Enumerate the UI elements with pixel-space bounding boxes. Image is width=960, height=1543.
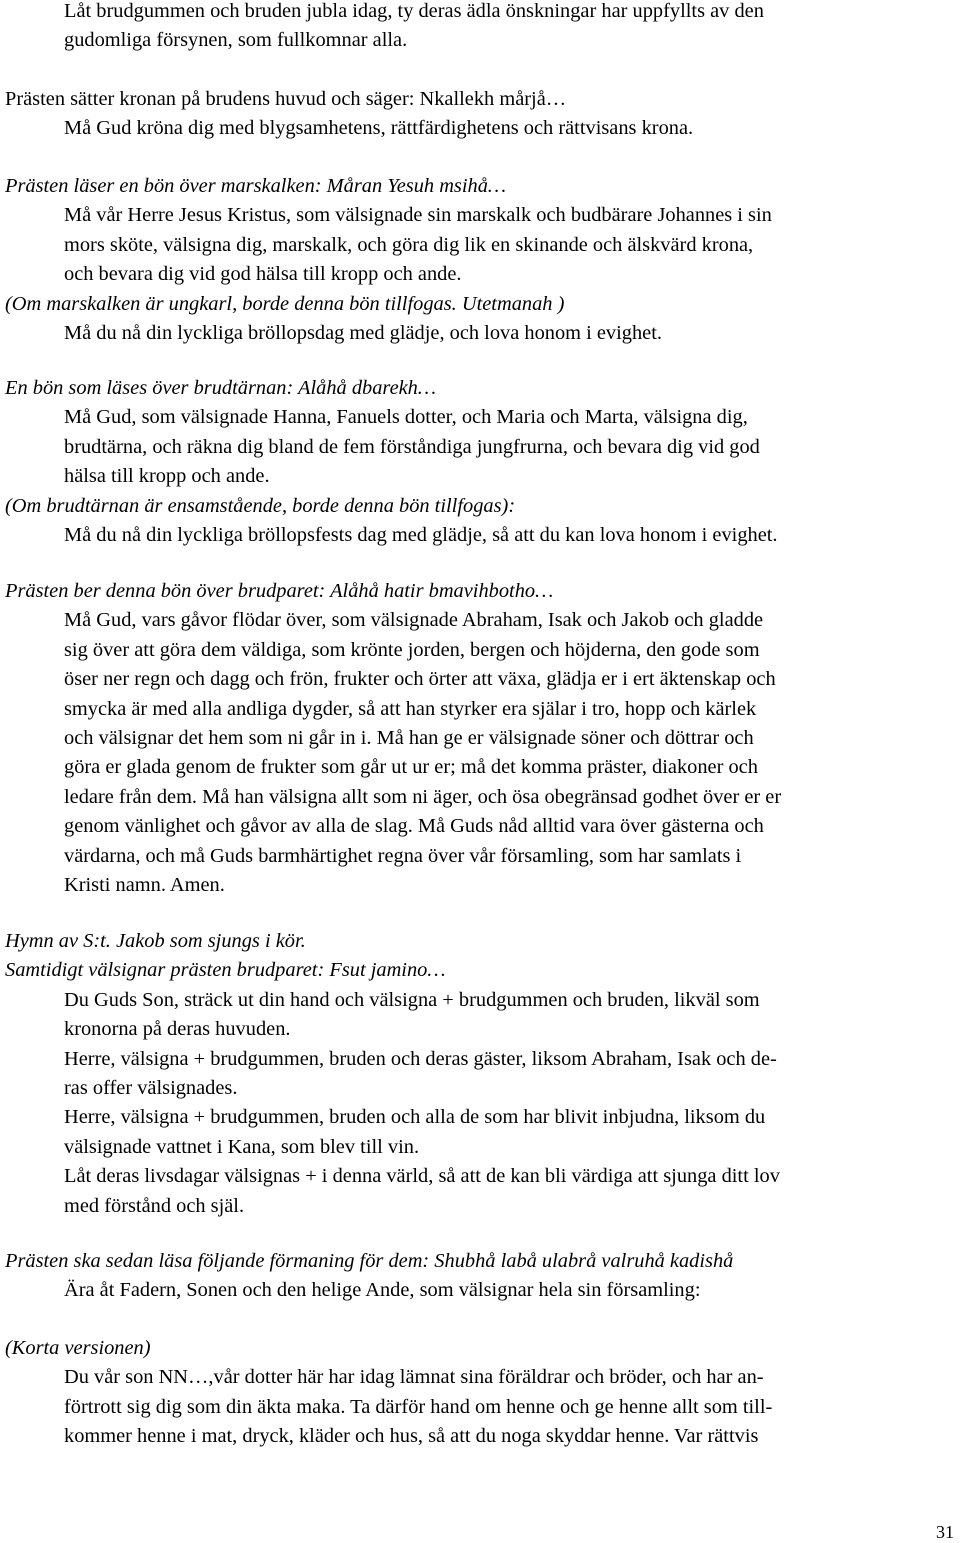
text-line: med förstånd och själ.: [64, 1194, 245, 1217]
page-number: 31: [936, 1522, 954, 1542]
text-line: Ära åt Fadern, Sonen och den helige Ande, som välsignar hela sin församling:: [64, 1279, 701, 1302]
rubric-line: Prästen ska sedan läsa följande förmaning för dem: Shubhå labå ulabrå valruhå kadishå: [5, 1250, 734, 1272]
rubric-line: (Om brudtärnan är ensamstående, borde denna bön tillfogas):: [5, 494, 516, 517]
text-line: Låt brudgummen och bruden jubla idag, ty deras ädla önskningar har uppfyllts av den: [64, 0, 764, 22]
text-line: göra er glada genom de frukter som går ut ur er; må det komma präster, diakoner och: [64, 756, 758, 779]
text-line: förtrott sig dig som din äkta maka. Ta därför hand om henne och ge henne allt som till-: [64, 1395, 773, 1418]
text-line: öser ner regn och dagg och frön, frukter och örter att växa, glädja er i ert äktenskap och: [64, 668, 776, 691]
text-line: Må du nå din lyckliga bröllopsdag med glädje, och lova honom i evighet.: [64, 322, 662, 345]
text-line: hälsa till kropp och ande.: [64, 465, 270, 488]
text-line: välsignade vattnet i Kana, som blev till vin.: [64, 1135, 420, 1158]
text-line: Må vår Herre Jesus Kristus, som välsignade sin marskalk och budbärare Johannes i sin: [64, 204, 772, 227]
rubric-line: Prästen ber denna bön över brudparet: Alåhå hatir bmavihbotho…: [5, 580, 554, 602]
text-line: mors sköte, välsigna dig, marskalk, och göra dig lik en skinande och älskvärd krona,: [64, 233, 754, 256]
text-line: smycka är med alla andliga dygder, så att han styrker era själar i tro, hopp och kärlek: [64, 697, 757, 720]
text-line: Må Gud kröna dig med blygsamhetens, rättfärdighetens och rättvisans krona.: [64, 117, 694, 140]
text-line: ras offer välsignades.: [64, 1077, 238, 1100]
text-line: Må Gud, vars gåvor flödar över, som välsignade Abraham, Isak och Jakob och gladde: [64, 609, 764, 632]
text-line: kommer henne i mat, dryck, kläder och hus, så att du noga skyddar henne. Var rättvis: [64, 1425, 759, 1448]
text-line: Må du nå din lyckliga bröllopsfests dag med glädje, så att du kan lova honom i evighet.: [64, 524, 778, 547]
section-crowning-bride: [5, 85, 955, 144]
section-prayer-couple: [5, 577, 955, 900]
text-line: brudtärna, och räkna dig bland de fem förståndiga jungfrurna, och bevara dig vid god: [64, 435, 760, 458]
rubric-line: (Korta versionen): [5, 1337, 151, 1359]
paragraph-bridal-joy: [5, 0, 955, 56]
text-line: ledare från dem. Må han välsigna allt som ni äger, och ösa obegränsad godhet över er er: [64, 785, 782, 808]
text-line: och bevara dig vid god hälsa till kropp och ande.: [64, 263, 462, 286]
text-line: gudomliga försynen, som fullkomnar alla.: [64, 29, 408, 52]
text-line: sig över att göra dem väldiga, som krönte jorden, bergen och höjderna, den gode som: [64, 638, 760, 661]
rubric-line: Prästen läser en bön över marskalken: Måran Yesuh msihå…: [5, 175, 507, 197]
text-line: Må Gud, som välsignade Hanna, Fanuels dotter, och Maria och Marta, välsigna dig,: [64, 406, 748, 429]
text-line: Du vår son NN…,vår dotter här har idag lämnat sina föräldrar och bröder, och har an-: [64, 1366, 764, 1389]
section-hymn-blessing: [5, 927, 955, 1221]
rubric-line: En bön som läses över brudtärnan: Alåhå dbarekh…: [5, 377, 437, 399]
text-line: Herre, välsigna + brudgummen, bruden och alla de som har blivit inbjudna, liksom du: [64, 1106, 766, 1129]
section-exhortation: [5, 1247, 955, 1306]
section-short-version: [5, 1334, 955, 1452]
text-line: Prästen sätter kronan på brudens huvud och säger: Nkallekh mårjå…: [5, 88, 567, 110]
rubric-line: Samtidigt välsignar prästen brudparet: Fsut jamino…: [5, 959, 446, 982]
rubric-line: (Om marskalken är ungkarl, borde denna bön tillfogas. Utetmanah ): [5, 292, 565, 315]
text-line: Herre, välsigna + brudgummen, bruden och deras gäster, liksom Abraham, Isak och de-: [64, 1047, 777, 1070]
text-line: kronorna på deras huvuden.: [64, 1018, 291, 1041]
text-line: Låt deras livsdagar välsignas + i denna värld, så att de kan bli värdiga att sjunga ditt lov: [64, 1165, 780, 1188]
text-line: värdarna, och må Guds barmhärtighet regna över vår församling, som har samlats i: [64, 844, 742, 867]
section-prayer-best-man: [5, 172, 955, 348]
section-prayer-bridesmaid: [5, 374, 955, 550]
text-line: Kristi namn. Amen.: [64, 874, 225, 897]
text-line: Du Guds Son, sträck ut din hand och välsigna + brudgummen och bruden, likväl som: [64, 988, 760, 1011]
rubric-line: Hymn av S:t. Jakob som sjungs i kör.: [5, 930, 306, 952]
text-line: genom vänlighet och gåvor av alla de slag. Må Guds nåd alltid vara över gästerna och: [64, 815, 764, 838]
text-line: och välsignar det hem som ni går in i. Må han ge er välsignade söner och döttrar och: [64, 727, 754, 750]
